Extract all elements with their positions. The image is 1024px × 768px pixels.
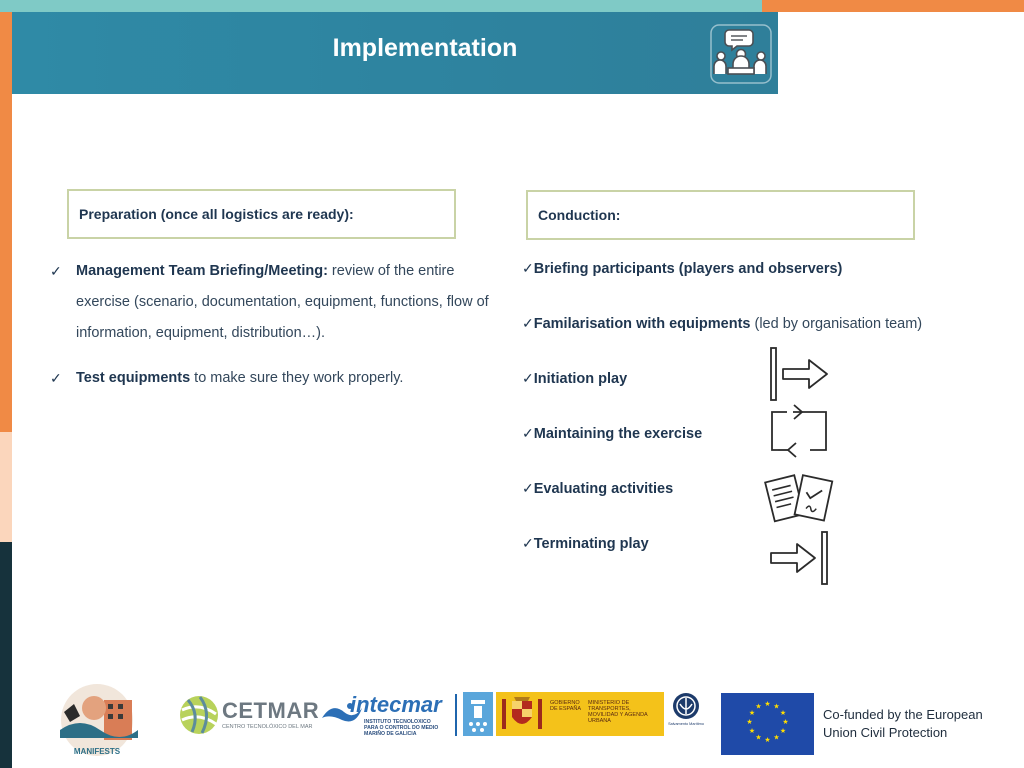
top-accent-strip-teal xyxy=(0,0,762,12)
check-icon: ✓ xyxy=(522,315,534,331)
item-text: review of the entire exercise (scenario, documentation, equipment, functions, flow of information, equipment, distribution…). xyxy=(76,263,489,341)
list-item xyxy=(522,425,702,442)
check-icon: ✓ xyxy=(50,263,62,279)
item-text: (led by organisation team) xyxy=(750,316,923,332)
item-bold-text: Initiation play xyxy=(533,371,628,387)
manifests-logo xyxy=(52,682,142,758)
svg-text:★: ★ xyxy=(764,736,771,744)
check-icon: ✓ xyxy=(522,260,534,276)
check-icon: ✓ xyxy=(522,425,534,441)
list-item xyxy=(522,370,627,387)
svg-text:★: ★ xyxy=(755,702,762,711)
list-item xyxy=(522,315,922,332)
cetmar-globe-icon xyxy=(178,694,220,736)
salvamento-emblem-icon xyxy=(672,692,700,720)
left-accent-strip-peach xyxy=(0,432,12,542)
item-bold-text: Test equipments xyxy=(76,370,191,386)
gobierno-text: GOBIERNO DE ESPAÑA xyxy=(550,700,582,712)
check-icon: ✓ xyxy=(50,370,62,386)
list-item xyxy=(522,480,673,497)
end-arrow-icon xyxy=(768,530,832,586)
item-bold-text: Terminating play xyxy=(533,536,649,552)
salvamento-text: Salvamento Marítimo xyxy=(668,722,704,726)
start-arrow-icon xyxy=(768,346,832,402)
svg-text:★: ★ xyxy=(779,709,787,717)
svg-text:★: ★ xyxy=(782,718,789,726)
cetmar-logo xyxy=(178,690,318,740)
list-item xyxy=(522,535,649,552)
svg-text:★: ★ xyxy=(755,733,762,742)
list-item xyxy=(50,256,490,349)
svg-text:★: ★ xyxy=(746,718,753,726)
svg-text:★: ★ xyxy=(773,733,780,742)
meeting-icon xyxy=(710,24,772,84)
top-accent-strip-orange xyxy=(762,0,1024,12)
item-bold-text: Maintaining the exercise xyxy=(533,426,703,442)
item-bold-text: Briefing participants (players and observers) xyxy=(533,261,843,277)
cetmar-logo-subtext: CENTRO TECNOLÓXICO DEL MAR xyxy=(222,724,313,730)
eu-flag-logo xyxy=(721,693,814,755)
svg-text:★: ★ xyxy=(764,700,771,708)
galicia-shield-logo xyxy=(463,692,493,736)
svg-text:★: ★ xyxy=(748,709,756,717)
intecmar-logo-text: intecmar xyxy=(350,692,442,717)
spain-coat-of-arms-icon xyxy=(498,695,546,733)
preparation-heading-box xyxy=(67,189,456,239)
page-title: Implementation xyxy=(332,34,518,62)
item-bold-text: Management Team Briefing/Meeting: xyxy=(76,263,328,279)
svg-text:★: ★ xyxy=(773,702,780,711)
item-bold-text: Evaluating activities xyxy=(533,481,674,497)
title-bar xyxy=(12,12,778,94)
svg-text:★: ★ xyxy=(779,727,787,735)
left-accent-strip-orange xyxy=(0,12,12,432)
preparation-heading: Preparation (once all logistics are ready): xyxy=(79,206,354,222)
conduction-heading: Conduction: xyxy=(538,207,621,223)
logo-divider xyxy=(455,694,457,736)
intecmar-logo-subtext: INSTITUTO TECNOLOXICO PARA O CONTROL DO MEDIO MARIÑO DE GALICIA xyxy=(364,719,439,737)
check-icon: ✓ xyxy=(522,370,534,386)
salvamento-logo xyxy=(666,692,706,736)
svg-text:★: ★ xyxy=(748,727,756,735)
cetmar-logo-text: CETMAR xyxy=(222,698,320,723)
ministerio-text: MINISTERIO DE TRANSPORTES, MOVILIDAD Y AGENDA URBANA xyxy=(588,700,648,724)
list-item xyxy=(50,363,490,394)
check-icon: ✓ xyxy=(522,480,534,496)
cycle-arrows-icon xyxy=(766,402,830,458)
footer-logos xyxy=(0,670,1024,768)
conduction-heading-box xyxy=(526,190,915,240)
gobierno-espana-logo xyxy=(496,692,664,736)
documents-icon xyxy=(764,470,836,528)
item-text: to make sure they work properly. xyxy=(190,370,404,386)
intecmar-logo xyxy=(320,692,450,742)
eu-cofunded-text: Co-funded by the European Union Civil Protection xyxy=(823,707,983,740)
item-bold-text: Familarisation with equipments xyxy=(533,316,751,332)
list-item xyxy=(522,260,842,277)
manifests-logo-text: MANIFESTS xyxy=(73,747,121,756)
preparation-list xyxy=(50,256,490,394)
check-icon: ✓ xyxy=(522,535,534,551)
